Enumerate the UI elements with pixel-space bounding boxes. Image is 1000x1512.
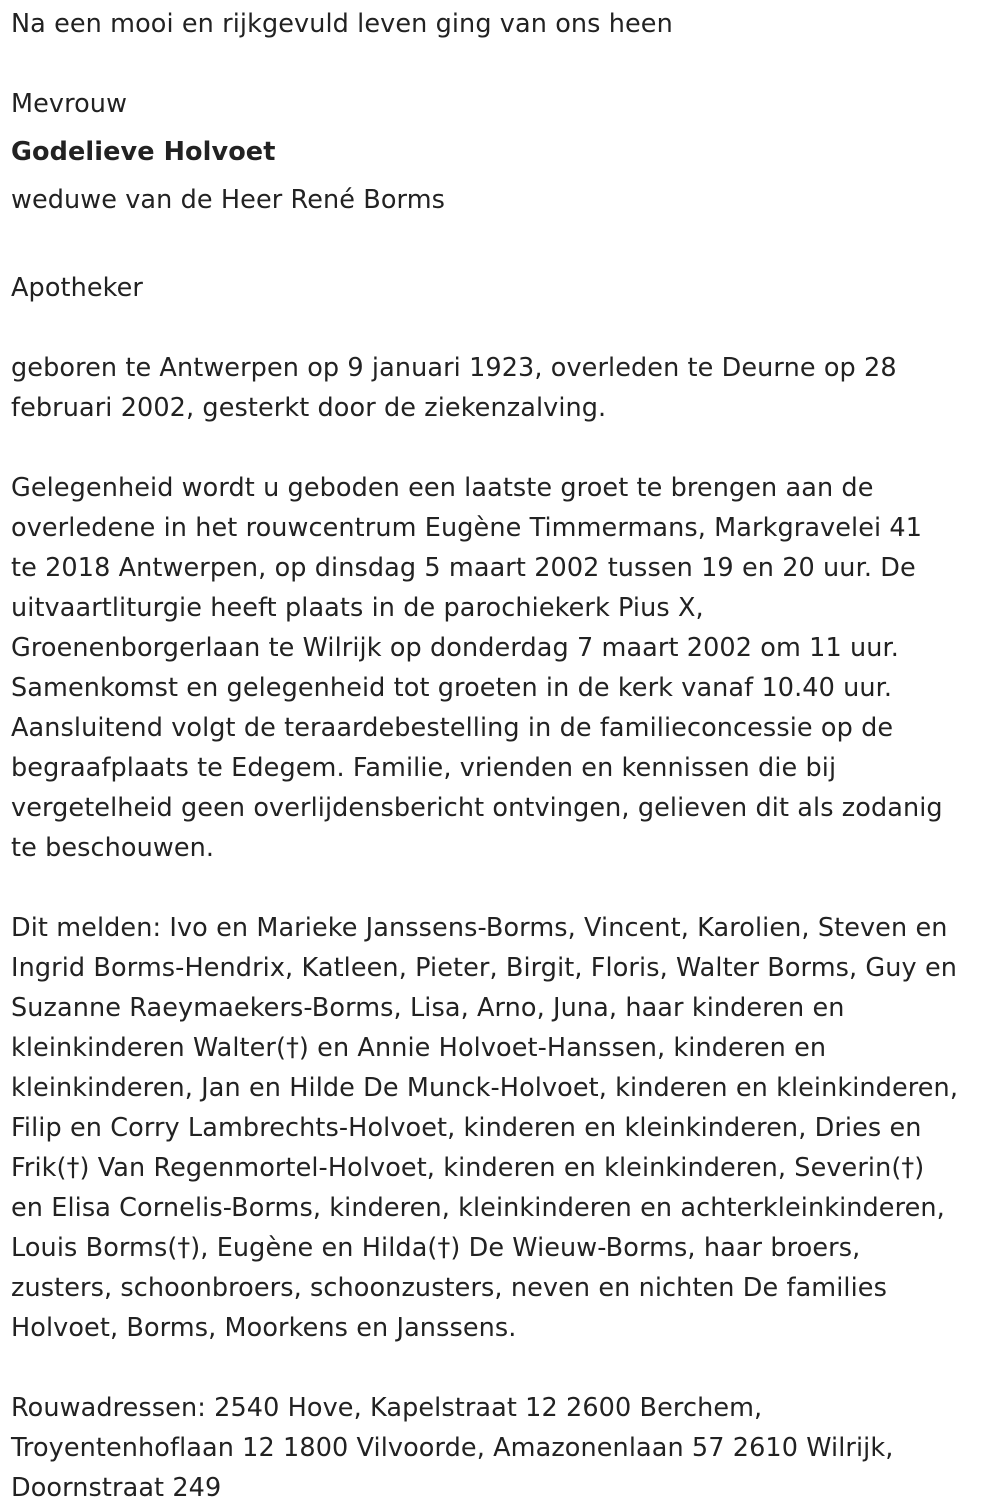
death-notice <box>11 4 991 1508</box>
spacer <box>11 308 991 348</box>
intro-text: Na een mooi en rijkgevuld leven ging van ons heen <box>11 9 673 39</box>
family-text: Dit melden: Ivo en Marieke Janssens-Borms, Vincent, Karolien, Steven en Ingrid Borms-Hendrix, Katleen, Pieter, Birgit, Floris, Walter Borms, Guy en Suzanne Raeymaekers-Borms, Lisa, Arno, Juna, haar kinderen en kleinkinderen Walter(†) en Annie Holvoet-Hanssen, kinderen en kleinkinderen, Jan en Hilde De Munck-Holvoet, kinderen en kleinkinderen, Filip en Corry Lambrechts-Holvoet, kinderen en kleinkinderen, Dries en Frik(†) Van Regenmortel-Holvoet, kinderen en kleinkinderen, Severin(†) en Elisa Cornelis-Borms, kinderen, kleinkinderen en achterkleinkinderen, Louis Borms(†), Eugène en Hilda(†) De Wieuw-Borms, haar broers, zusters, schoonbroers, schoonzusters, neven en nichten De families Holvoet, Borms, Moorkens en Janssens. <box>11 913 959 1343</box>
ceremony-text: Gelegenheid wordt u geboden een laatste groet te brengen aan de overledene in het rouwcentrum Eugène Timmermans, Markgravelei 41 te 2018 Antwerpen, op dinsdag 5 maart 2002 tussen 19 en 20 uur. De uitvaartliturgie heeft plaats in de parochiekerk Pius X, Groenenborgerlaan te Wilrijk op donderdag 7 maart 2002 om 11 uur. Samenkomst en gelegenheid tot groeten in de kerk vanaf 10.40 uur. Aansluitend volgt de teraardebestelling in de familieconcessie op de begraafplaats te Edegem. Familie, vrienden en kennissen die bij vergetelheid geen overlijdensbericht ontvingen, gelieven dit als zodanig te beschouwen. <box>11 473 943 863</box>
spacer <box>11 228 991 268</box>
relation-text: weduwe van de Heer René Borms <box>11 185 446 215</box>
spacer <box>11 1348 991 1388</box>
deceased-name: Godelieve Holvoet <box>11 137 276 167</box>
spacer <box>11 868 991 908</box>
profession-text: Apotheker <box>11 273 144 303</box>
addresses-text: Rouwadressen: 2540 Hove, Kapelstraat 12 2600 Berchem, Troyentenhoflaan 12 1800 Vilvoorde, Amazonenlaan 57 2610 Wilrijk, Doornstraat 249 <box>11 1393 894 1503</box>
birth-death-text: geboren te Antwerpen op 9 januari 1923, overleden te Deurne op 28 februari 2002, gesterkt door de ziekenzalving. <box>11 353 897 423</box>
spacer <box>11 428 991 468</box>
salutation: Mevrouw <box>11 89 128 119</box>
spacer <box>11 44 991 84</box>
